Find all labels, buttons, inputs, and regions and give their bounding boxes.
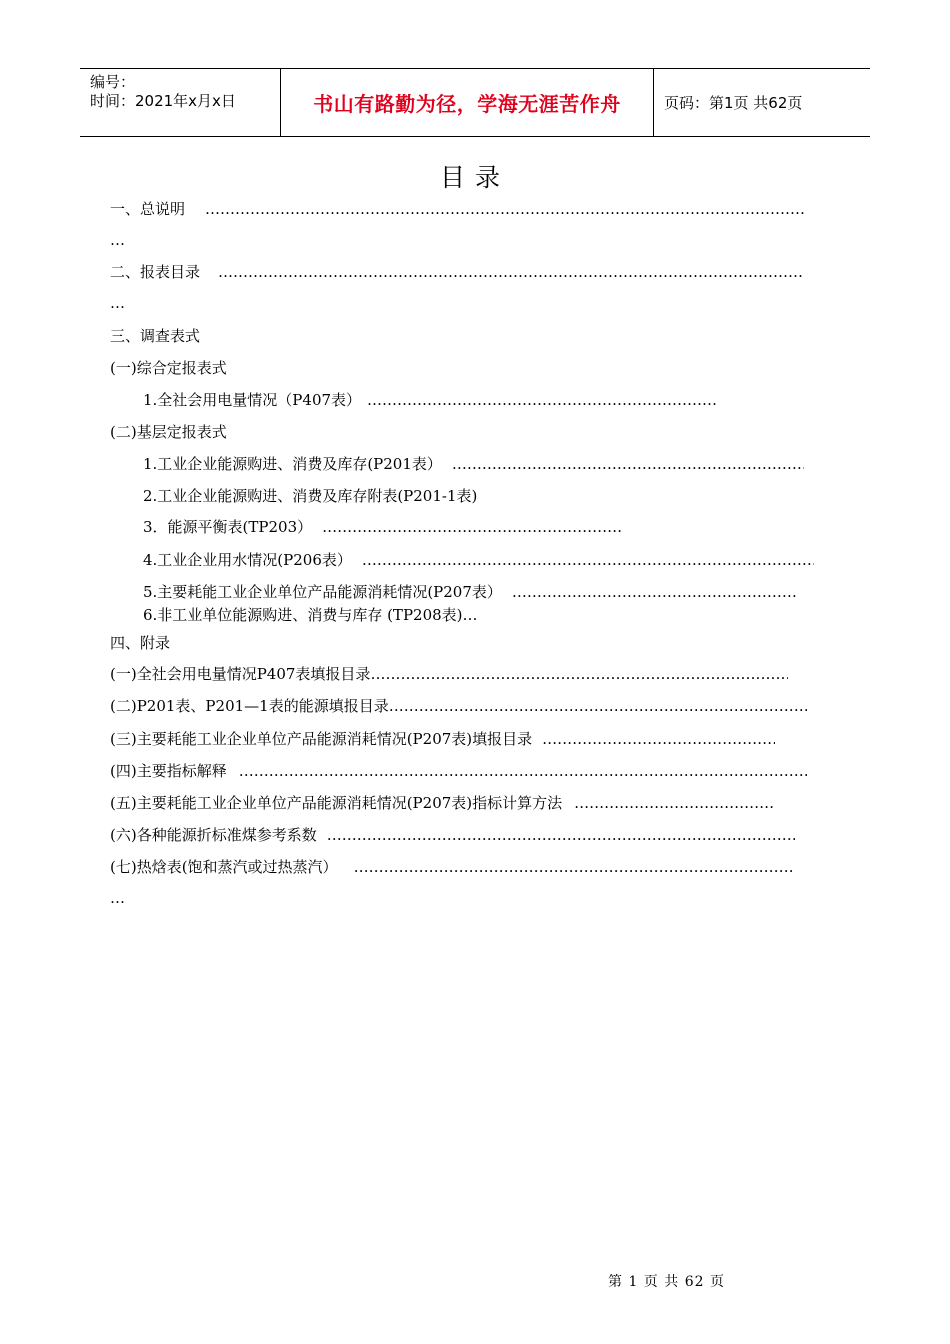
toc-item-label: (四)主要指标解释 [110, 762, 227, 780]
toc-item[interactable] [110, 793, 774, 813]
toc-item-label: (二)P201表、P201—1表的能源填报目录 [110, 697, 389, 715]
toc-item-label: 5.主要耗能工业企业单位产品能源消耗情况(P207表） [143, 583, 502, 601]
toc-item-label: (三)主要耗能工业企业单位产品能源消耗情况(P207表)填报目录 [110, 730, 533, 748]
page-footer: 第 1 页 共 62 页 [608, 1274, 725, 1290]
toc-leader-dots [205, 199, 805, 219]
toc-item[interactable] [143, 582, 797, 602]
toc-item[interactable] [110, 761, 807, 781]
toc-item-label: 二、报表目录 [110, 263, 201, 281]
toc-leader-dots [367, 390, 717, 410]
toc-leader-dots [362, 550, 814, 570]
toc-item[interactable] [143, 550, 814, 570]
toc-item-label: 四、附录 [110, 634, 171, 652]
toc-item-label: (一)全社会用电量情况P407表填报目录 [110, 665, 371, 683]
toc-leader-continuation: … [110, 231, 125, 249]
toc-item[interactable] [110, 729, 775, 749]
header-page-info: 页码：第1页 共62页 [664, 94, 803, 112]
toc-item[interactable] [143, 605, 478, 625]
header-date: 时间：2021年x月x日 [90, 92, 236, 110]
header-meta [80, 69, 281, 136]
toc-item[interactable] [143, 390, 717, 410]
toc-item-label: (二)基层定报表式 [110, 423, 227, 441]
document-header [80, 68, 870, 137]
toc-item[interactable] [110, 326, 200, 346]
toc-item[interactable] [110, 199, 805, 219]
toc-item-label: (五)主要耗能工业企业单位产品能源消耗情况(P207表)指标计算方法 [110, 794, 563, 812]
toc-item[interactable] [143, 454, 804, 474]
toc-item[interactable] [110, 358, 227, 378]
toc-item[interactable] [110, 664, 788, 684]
toc-item[interactable] [110, 422, 227, 442]
toc-leader-dots [512, 582, 797, 602]
toc-item[interactable] [110, 633, 170, 653]
toc-item-label: 2.工业企业能源购进、消费及库存附表(P201-1表) [143, 487, 478, 505]
toc-leader-continuation: … [110, 889, 125, 907]
toc-item-label: 3．能源平衡表(TP203） [143, 518, 313, 536]
toc-item-label: 1.全社会用电量情况（P407表） [143, 391, 362, 409]
toc-item[interactable] [110, 825, 795, 845]
toc-leader-dots [574, 793, 774, 813]
toc-leader-dots [452, 454, 804, 474]
toc-item[interactable] [110, 857, 794, 877]
toc-item-label: (七)热焓表(饱和蒸汽或过热蒸汽） [110, 858, 338, 876]
toc-leader-dots [370, 664, 788, 684]
toc-item-label: (一)综合定报表式 [110, 359, 227, 377]
toc-item[interactable] [143, 517, 622, 537]
toc-leader-dots [239, 761, 807, 781]
toc-item-label: (六)各种能源折标准煤参考系数 [110, 826, 317, 844]
header-motto: 书山有路勤为径，学海无涯苦作舟 [281, 69, 654, 136]
toc-leader-dots [389, 696, 807, 716]
header-code-label: 编号： [90, 73, 136, 91]
toc-item-label: 4.工业企业用水情况(P206表） [143, 551, 352, 569]
toc-item-label: 一、总说明 [110, 200, 186, 218]
toc-leader-dots [322, 517, 622, 537]
toc-item[interactable] [110, 696, 807, 716]
toc-leader-dots [218, 262, 803, 282]
page-title: 目录 [439, 163, 510, 192]
toc-leader-dots [354, 857, 794, 877]
toc-item[interactable] [110, 262, 803, 282]
toc-item-label: 6.非工业单位能源购进、消费与库存 (TP208表)… [143, 606, 478, 624]
toc-item-label: 三、调查表式 [110, 327, 201, 345]
toc-leader-dots [327, 825, 795, 845]
toc-item-label: 1.工业企业能源购进、消费及库存(P201表） [143, 455, 442, 473]
toc-item[interactable] [143, 486, 477, 506]
toc-leader-continuation: … [110, 294, 125, 312]
toc-leader-dots [542, 729, 775, 749]
